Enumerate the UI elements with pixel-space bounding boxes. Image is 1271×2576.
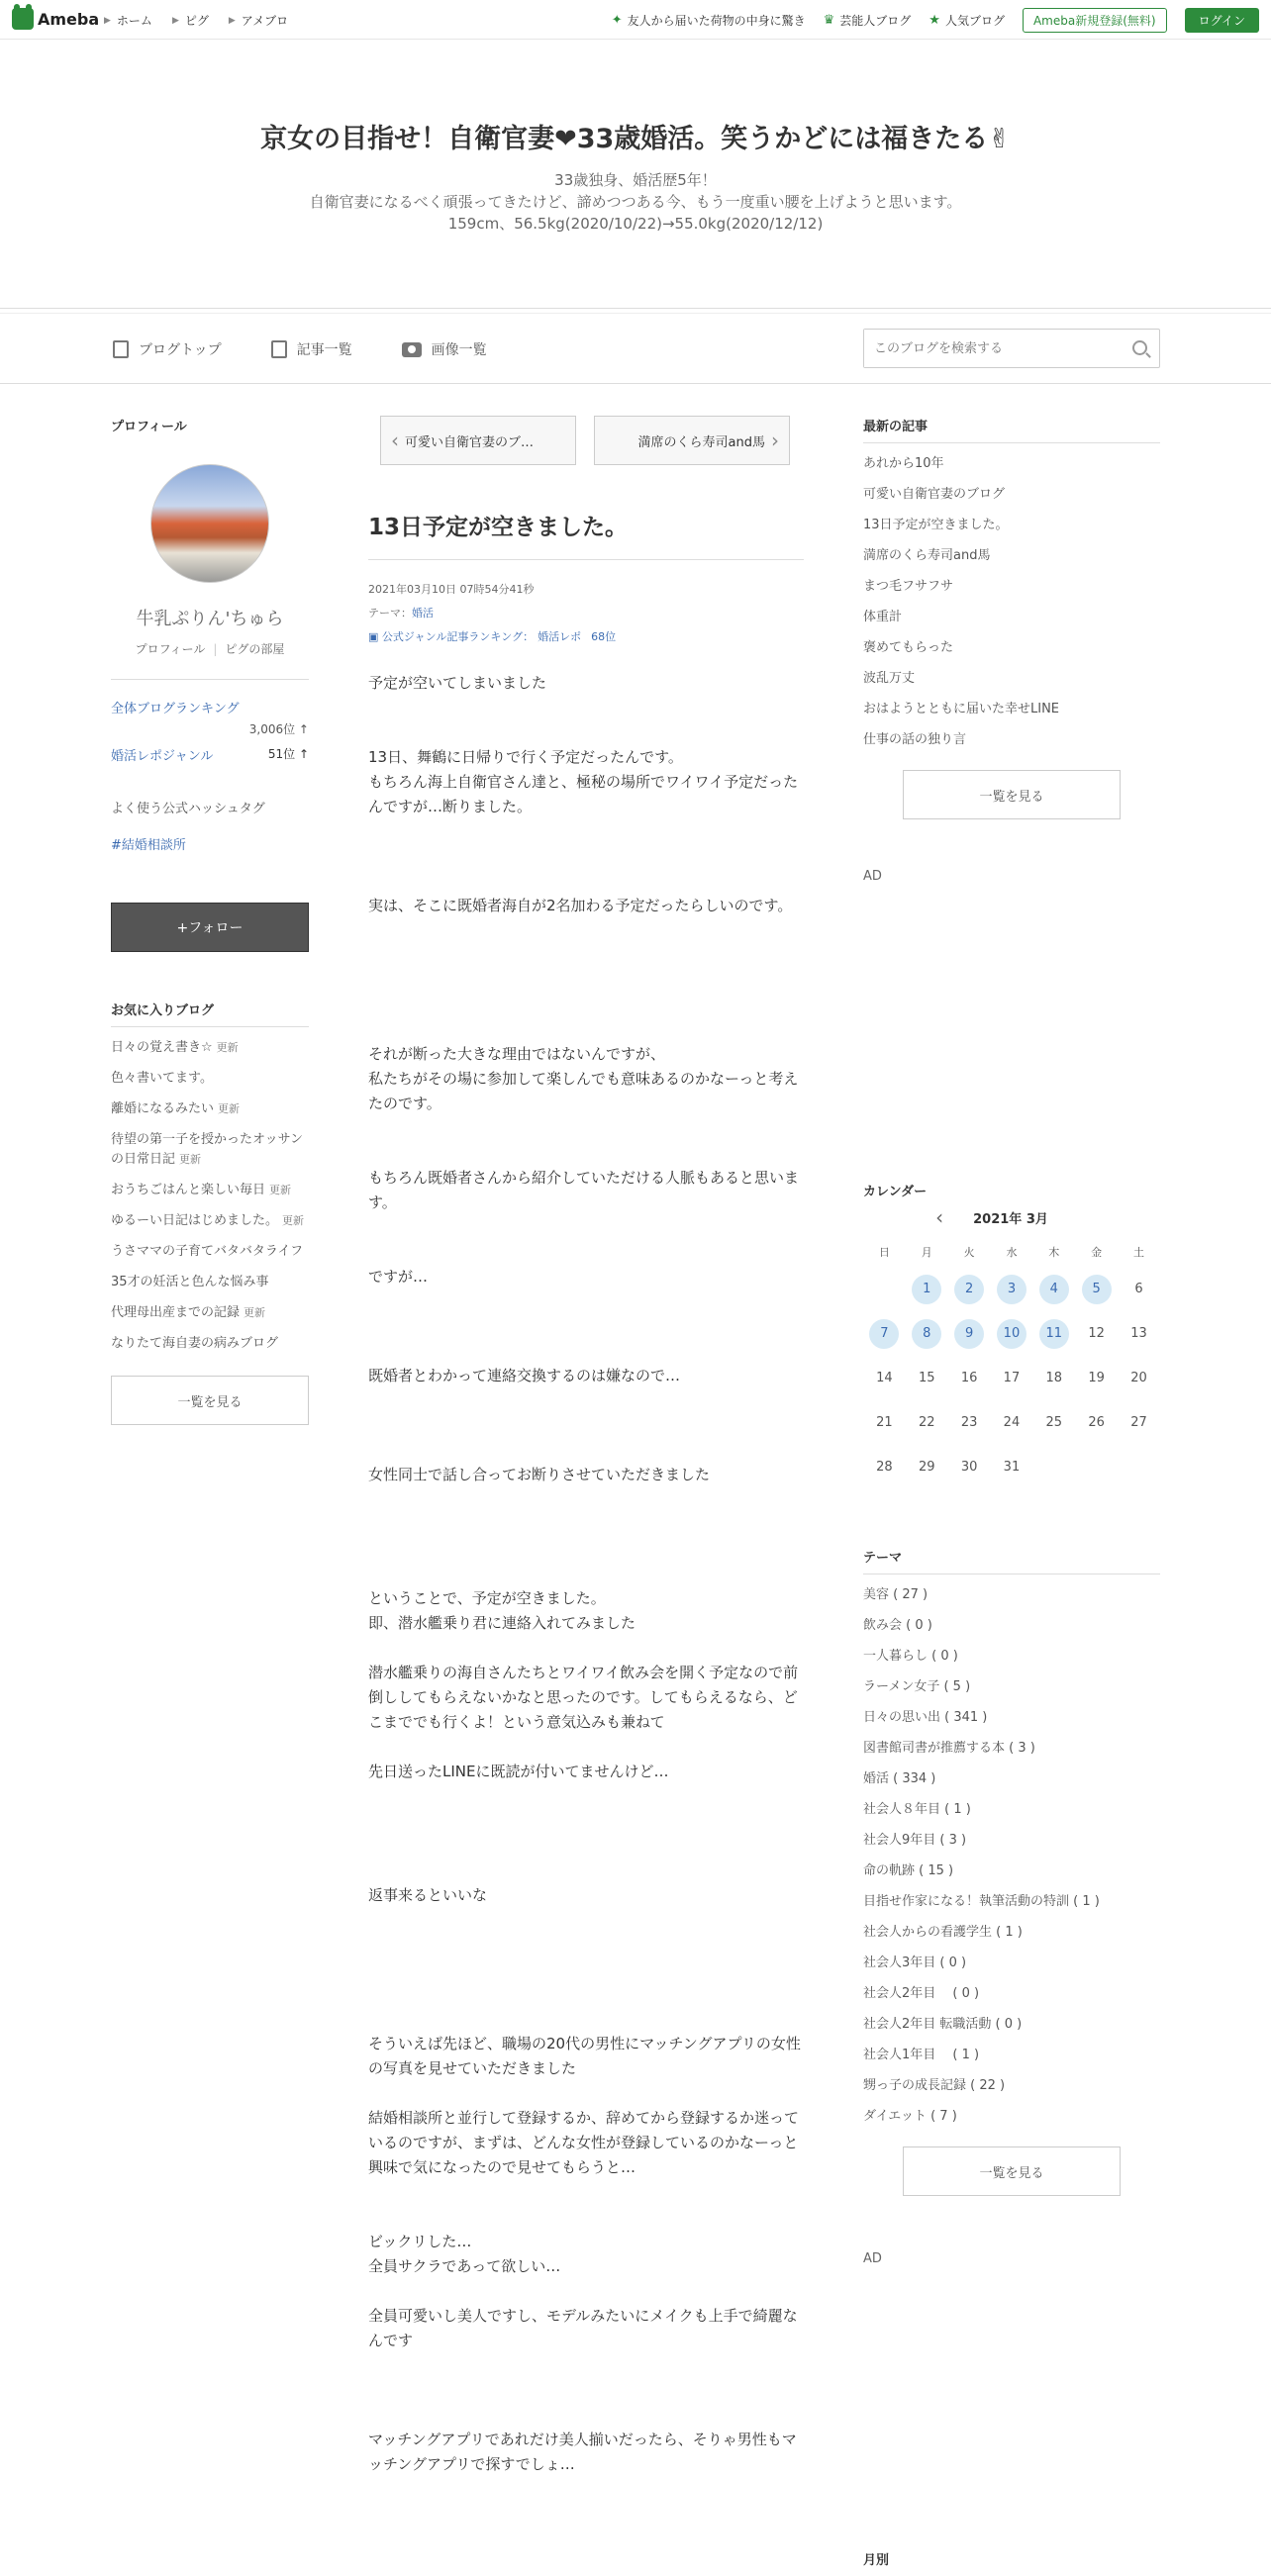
theme-item[interactable]: 甥っ子の成長記録 ( 22 ) [863,2078,1006,2093]
favorite-blog-item[interactable] [111,1099,309,1119]
calendar-day: 23 [960,1414,978,1430]
entry-paragraph [368,968,804,993]
calendar-cell [1118,1267,1160,1311]
entry-ranking[interactable] [368,625,804,649]
calendar-weekday: 土 [1133,1246,1145,1259]
top-nav-label: アメブロ [241,14,289,28]
ranking-label: 婚活レポジャンル [111,749,214,764]
favorite-blog-item[interactable] [111,1211,309,1231]
calendar-weekday: 火 [963,1246,975,1259]
entry-paragraph [368,1834,804,1859]
calendar-day: 17 [1003,1370,1021,1385]
calendar-day-link[interactable]: 9 [954,1319,984,1349]
subnav-blog-top[interactable] [113,339,222,359]
entry-paragraph [368,696,804,720]
entry-paragraph [368,2205,804,2230]
recent-entry-item[interactable]: 波乱万丈 [863,671,916,686]
ranking-label: 全体ブログランキング [111,702,240,716]
calendar-cell [991,1311,1033,1356]
blog-description-line: 自衛官妻になるべく頑張ってきたけど、諦めつつある今、もう一度重い腰を上げようと思います。 [309,193,962,211]
calendar-day-link[interactable]: 5 [1082,1275,1112,1304]
theme-item[interactable]: 飲み会 ( 0 ) [863,1618,932,1633]
search-icon[interactable] [1132,340,1147,355]
entry-paragraph: ということで、予定が空きました。 [368,1589,606,1607]
recent-entry-item[interactable]: 13日予定が空きました。 [863,518,1009,532]
updated-badge: 更新 [282,1214,305,1227]
theme-item[interactable]: 一人暮らし ( 0 ) [863,1649,958,1664]
blog-subnav [0,313,1271,384]
entry-theme [368,602,804,625]
divider: | [213,642,218,656]
entry-paragraph [368,1017,804,1042]
entry-paragraph: 結婚相談所と並行して登録するか、辞めてから登録するか迷っているのですが、まずは、どんな女性が登録しているのかなーっと興味で気になったので見せてもらうと… [368,2109,800,2176]
entry-paragraph [368,1636,804,1661]
entry-paragraph [368,1388,804,1413]
theme-item[interactable]: ラーメン女子 ( 5 ) [863,1679,971,1694]
chevron-right-icon: › [771,429,779,452]
subnav-entry-list[interactable] [271,339,352,359]
entry-paragraph [368,1562,804,1586]
ranking-genre[interactable] [111,745,309,764]
chevron-right-icon: ▶ [104,15,111,26]
crown-icon: ♛ [823,13,835,28]
calendar-day-link[interactable]: 4 [1039,1275,1069,1304]
theme-item[interactable]: 日々の思い出 ( 341 ) [863,1710,988,1725]
hashtag-label: よく使う公式ハッシュタグ [111,802,265,816]
top-nav-pigg[interactable] [172,12,209,29]
calendar-cell [948,1400,991,1445]
calendar-cell [1118,1400,1160,1445]
ad-label: AD [863,2251,882,2266]
calendar-cell [863,1445,906,1489]
calendar-cell [948,1267,991,1311]
entry-paragraph: 全員可愛いし美人ですし、モデルみたいにメイクも上手で綺麗なんです [368,2307,798,2349]
favorite-blog-item[interactable] [111,1181,309,1200]
calendar-weekday: 水 [1006,1246,1018,1259]
calendar-weekday: 月 [921,1246,932,1259]
recent-entry-item[interactable]: おはようとともに届いた幸せLINE [863,702,1060,716]
star-icon: ★ [929,13,940,28]
favorite-blog-name: 代理母出産までの記録 [111,1305,241,1320]
entry-paragraph: 女性同士で話し合ってお断りさせていただきました [368,1466,711,1483]
favorite-blog-name: 日々の覚え書き☆ [111,1040,213,1055]
favorite-blog-item[interactable] [111,1242,309,1262]
calendar-cell [863,1311,906,1356]
calendar-cell [991,1400,1033,1445]
entry-paragraph [368,1784,804,1809]
favorite-blog-name: 離婚になるみたい [111,1101,215,1116]
calendar-cell [1075,1445,1118,1489]
calendar-day-link[interactable]: 7 [869,1319,899,1349]
entry-paragraph: 潜水艦乗りの海自さんたちとワイワイ飲み会を開く予定なので前倒ししてもらえないかなと思ったのです。してもらえるなら、どこまででも行くよ！という意気込みも兼ねて [368,1664,799,1731]
favorite-blog-item[interactable] [111,1038,309,1058]
favorites-more-button[interactable]: 一覧を見る [111,1376,309,1425]
theme-list [863,1585,1160,2127]
document-icon [113,340,129,358]
entry-paragraph: マッチングアプリであれだけ美人揃いだったら、そりゃ男性もマッチングアプリで探すでしょ… [368,2431,797,2473]
updated-badge: 更新 [218,1102,241,1115]
entry-paragraph: もちろん海上自衛官さん達と、極秘の場所でワイワイ予定だったんですが…断りました。 [368,773,799,815]
top-link-label: 芸能人ブログ [839,14,912,28]
profile-nickname[interactable]: 牛乳ぷりん'ちゅら [136,609,284,629]
entry-paragraph: 即、潜水艦乗り君に連絡入れてみました [368,1614,636,1632]
entry-paragraph: 予定が空いてしまいました [368,674,547,692]
entry-paragraph [368,1339,804,1364]
recent-more-button[interactable]: 一覧を見る [903,770,1121,819]
top-link-label: 友人から届いた荷物の中身に驚き [627,14,806,28]
blog-description [0,169,1271,235]
recent-entry-item[interactable]: まつ毛フサフサ [863,579,954,594]
recent-list [863,454,1160,750]
entry-paragraph: 実は、そこに既婚者海自が2名加わる予定だったらしいのです。 [368,897,793,914]
entry-paragraph [368,1413,804,1438]
entry-paragraph: 全員サクラであって欲しい… [368,2257,561,2275]
chevron-right-icon: ▶ [171,15,179,26]
entry-paragraph [368,819,804,844]
calendar-day: 21 [876,1414,893,1430]
profile-link[interactable]: プロフィール [135,642,206,656]
calendar-cell [906,1445,948,1489]
chevron-right-icon: ▶ [228,15,236,26]
logo-text: Ameba [38,9,100,29]
theme-item[interactable]: 目指せ作家になる！執筆活動の特訓 ( 1 ) [863,1894,1100,1909]
entry-paragraph [368,2279,804,2304]
favorites-heading: お気に入りブログ [111,1000,309,1027]
subnav-label: 記事一覧 [296,342,352,358]
entry-paragraph: そういえば先ほど、職場の20代の男性にマッチングアプリの女性の写真を見せていただきました [368,2035,801,2077]
theme-label: テーマ： [368,607,412,620]
blog-title[interactable]: 京女の目指せ！自衛官妻❤︎33歳婚活。笑うかどには福きたる✌︎ [260,124,1011,154]
ad-label: AD [863,869,882,884]
calendar-day-link[interactable]: 11 [1039,1319,1069,1349]
calendar-day: 15 [918,1370,935,1385]
calendar-cell [1075,1400,1118,1445]
entry-paragraph: ビックリした… [368,2233,472,2250]
theme-item[interactable]: 社会人1年目 ( 1 ) [863,2048,980,2062]
entry-paragraph [368,2403,804,2428]
calendar-cell [1118,1356,1160,1400]
entry-paragraph [368,1933,804,1957]
calendar-day: 28 [876,1459,893,1475]
calendar-cell [1032,1356,1075,1400]
calendar-week [863,1311,1160,1356]
theme-item[interactable]: 社会人からの看護学生 ( 1 ) [863,1925,1023,1940]
ameba-logo-icon [12,8,34,30]
favorite-blog-item[interactable] [111,1130,309,1170]
entry-paragraph [368,1982,804,2007]
recent-entry-item[interactable]: 仕事の話の独り言 [863,732,967,747]
calendar-cell [991,1356,1033,1400]
theme-item[interactable]: 命の軌跡 ( 15 ) [863,1863,954,1878]
blog-description-line: 33歳独身、婚活歴5年！ [554,171,717,189]
entry-paragraph [368,1908,804,1933]
top-nav-home[interactable] [104,12,152,29]
copy-icon [271,340,287,358]
archive-heading: 月別 [863,2553,890,2568]
subnav-label: 画像一覧 [431,342,487,358]
recent-entry-item[interactable]: 可愛い自衛官妻のブログ [863,487,1006,502]
calendar-weekday: 木 [1048,1246,1060,1259]
profile-heading: プロフィール [111,420,187,434]
calendar-heading: カレンダー [863,1185,928,1199]
top-link-celebrity[interactable] [824,12,912,29]
calendar-cell [1032,1267,1075,1311]
calendar-day: 6 [1134,1281,1143,1296]
calendar-cell [1032,1311,1075,1356]
sparkle-icon: ✦ [611,13,623,28]
theme-item[interactable]: 図書館司書が推薦する本 ( 3 ) [863,1741,1035,1756]
entry-paragraph [368,2007,804,2032]
calendar-cell [906,1267,948,1311]
updated-badge: 更新 [244,1306,266,1319]
theme-item[interactable]: ダイエット ( 7 ) [863,2109,957,2124]
entry-date: 2021年03月10日 07時54分41秒 [368,583,535,596]
calendar-weekday: 日 [878,1246,890,1259]
calendar-day-link[interactable]: 2 [954,1275,984,1304]
blog-description-line: 159cm、56.5kg(2020/10/22)→55.0kg(2020/12/12) [447,215,824,233]
calendar-prev-icon[interactable]: ‹ [935,1205,944,1229]
updated-badge: 更新 [269,1184,292,1196]
subnav-image-list[interactable] [402,339,487,359]
calendar-cell [1075,1267,1118,1311]
top-right [612,8,1259,33]
ranking-value: 51位 ↑ [267,747,309,761]
entry-paragraph [368,2081,804,2106]
recent-heading: 最新の記事 [863,416,1160,443]
entry-paragraph [368,844,804,869]
favorites-list [111,1038,309,1354]
entry-paragraph [368,918,804,943]
calendar-day: 22 [918,1414,935,1430]
entry-paragraph [368,993,804,1017]
next-entry-title: 満席のくら寿司and馬 [637,434,765,450]
subnav-label: ブログトップ [139,342,222,358]
calendar-weekday: 金 [1091,1246,1103,1259]
top-nav-ameblo[interactable] [229,12,288,29]
calendar-day: 16 [960,1370,978,1385]
register-button[interactable]: Ameba新規登録(無料) [1023,8,1167,33]
calendar-cell [1118,1311,1160,1356]
entry-body [368,671,804,2477]
entry-paragraph [368,1735,804,1760]
calendar-cell [1032,1445,1075,1489]
entry-paragraph: ですが… [368,1268,429,1286]
calendar-day: 26 [1088,1414,1105,1430]
ranking-rank: 68位 [591,630,617,643]
favorite-blog-name: うさママの子育てバタバタライフ [111,1244,304,1259]
calendar-day: 14 [876,1370,893,1385]
entry-paragraph [368,943,804,968]
calendar-day: 31 [1003,1459,1021,1475]
recent-entry-item[interactable]: あれから10年 [863,456,944,471]
entry-paragraph [368,2378,804,2403]
prev-entry-button[interactable] [380,416,576,465]
theme-item[interactable]: 社会人2年目 転職活動 ( 0 ) [863,2017,1023,2032]
calendar-week [863,1400,1160,1445]
chevron-left-icon: ‹ [391,429,399,452]
search-input[interactable] [864,330,1112,367]
calendar-cell [948,1445,991,1489]
favorite-blog-item[interactable] [111,1069,309,1089]
top-link-popular[interactable] [929,12,1005,29]
prev-entry-title: 可愛い自衛官妻のブ… [405,434,535,450]
top-link-news[interactable] [612,12,806,29]
entry-paragraph [368,1141,804,1166]
entry-title[interactable]: 13日予定が空きました。 [368,509,804,560]
entry-paragraph [368,1240,804,1265]
calendar-day-link[interactable]: 8 [912,1319,941,1349]
calendar-header [863,1205,1160,1229]
follow-button[interactable]: +フォロー [111,903,309,952]
entry-paragraph [368,1314,804,1339]
favorite-blog-name: 色々書いてます。 [111,1071,213,1086]
entry-paragraph: 私たちがその場に参加して楽しんでも意味あるのかなーっと考えたのです。 [368,1070,799,1112]
entry-paragraph: 13日、舞鶴に日帰りで行く予定だったんです。 [368,748,683,766]
calendar-cell [906,1356,948,1400]
theme-more-button[interactable]: 一覧を見る [903,2147,1121,2196]
calendar-cell [1075,1356,1118,1400]
calendar-day: 20 [1130,1370,1147,1385]
entry-meta [368,578,804,649]
theme-item[interactable]: 美容 ( 27 ) [863,1587,929,1602]
profile-links [111,640,309,657]
calendar-week [863,1267,1160,1311]
entry-paragraph: 返事来るといいな [368,1886,488,1904]
theme-item[interactable]: 社会人2年目 ( 0 ) [863,1986,980,2001]
entry-paragraph: それが断った大きな理由ではないんですが、 [368,1045,666,1063]
favorite-blog-item[interactable] [111,1273,309,1292]
calendar-week [863,1445,1160,1489]
ranking-label: 公式ジャンル記事ランキング： [381,630,535,643]
top-nav-label: ホーム [116,14,152,28]
calendar-cell [1075,1311,1118,1356]
ranking-genre: 婚活レポ [538,630,582,643]
theme-item[interactable]: 社会人８年目 ( 1 ) [863,1802,971,1817]
entry-paragraph [368,720,804,745]
theme-link[interactable]: 婚活 [412,607,434,620]
main-content [368,416,804,2477]
entry-paragraph [368,1957,804,1982]
entry-paragraph [368,869,804,894]
theme-item[interactable]: 社会人9年目 ( 3 ) [863,1833,967,1848]
favorite-blog-item[interactable] [111,1303,309,1323]
entry-paragraph [368,1116,804,1141]
top-bar [0,0,1271,40]
theme-heading: テーマ [863,1547,1160,1574]
calendar-day: 24 [1003,1414,1021,1430]
entry-paragraph [368,1215,804,1240]
calendar-cell [991,1445,1033,1489]
right-sidebar [863,416,1160,2576]
calendar-cell [863,1400,906,1445]
calendar-day-link[interactable]: 3 [997,1275,1027,1304]
calendar-day: 13 [1130,1325,1147,1341]
entry-paragraph [368,1859,804,1883]
entry-paragraph: 先日送ったLINEに既読が付いてませんけど… [368,1763,669,1780]
entry-paragraph [368,1809,804,1834]
calendar-cell [906,1311,948,1356]
calendar-cell [863,1356,906,1400]
pigg-room-link[interactable]: ピグの部屋 [225,642,285,656]
favorite-blog-name: 35才の妊活と色んな悩み事 [111,1275,269,1289]
calendar-cell [948,1311,991,1356]
calendar-day: 18 [1045,1370,1063,1385]
favorite-blog-name: おうちごはんと楽しい毎日 [111,1183,266,1197]
favorite-blog-name: 待望の第一子を授かったオッサンの日常日記 [111,1132,303,1167]
recent-entry-item[interactable]: 褒めてもらった [863,640,954,655]
favorite-blog-item[interactable] [111,1334,309,1354]
entry-pager [380,416,804,465]
top-nav-label: ピグ [184,14,209,28]
recent-entry-item[interactable]: 体重計 [863,610,903,624]
entry-paragraph [368,1512,804,1537]
next-entry-button[interactable] [594,416,790,465]
calendar-cell [948,1356,991,1400]
entry-paragraph [368,1289,804,1314]
calendar-cell [863,1267,906,1311]
calendar-day-link[interactable]: 1 [912,1275,941,1304]
ranking-icon: ▣ [368,630,379,643]
calendar-cell [1118,1445,1160,1489]
login-button[interactable]: ログイン [1185,8,1259,33]
calendar-day: 19 [1088,1370,1105,1385]
ranking-value: 3,006位 ↑ [248,722,309,736]
entry-paragraph: 既婚者とわかって連絡交換するのは嫌なので… [368,1367,681,1384]
theme-item[interactable]: 婚活 ( 334 ) [863,1771,936,1786]
recent-entry-item[interactable]: 満席のくら寿司and馬 [863,548,991,563]
avatar[interactable] [150,464,269,583]
ranking-overall[interactable] [111,698,309,737]
favorite-blog-name: なりたて海自妻の病みブログ [111,1336,279,1351]
updated-badge: 更新 [216,1041,239,1054]
calendar-cell [1032,1400,1075,1445]
left-sidebar [111,416,309,1425]
calendar-cell [906,1400,948,1445]
calendar [863,1237,1160,1489]
calendar-week [863,1356,1160,1400]
entry-paragraph [368,2180,804,2205]
calendar-day: 29 [918,1459,935,1475]
entry-paragraph [368,1537,804,1562]
calendar-day: 25 [1045,1414,1063,1430]
calendar-month: 2021年 3月 [973,1211,1048,1227]
entry-paragraph [368,1487,804,1512]
updated-badge: 更新 [179,1153,202,1166]
top-nav [104,12,288,29]
blog-search [863,329,1160,368]
top-link-label: 人気ブログ [944,14,1005,28]
calendar-day: 12 [1088,1325,1105,1341]
calendar-cell [991,1267,1033,1311]
blog-header [0,40,1271,309]
theme-item[interactable]: 社会人3年目 ( 0 ) [863,1956,967,1970]
calendar-day-link[interactable]: 10 [997,1319,1027,1349]
favorite-blog-name: ゆるーい日記はじめました。 [111,1213,279,1228]
ameba-logo[interactable] [12,8,99,30]
camera-icon [402,342,422,357]
calendar-day: 30 [960,1459,978,1475]
hashtag-link[interactable]: #結婚相談所 [111,838,186,853]
entry-paragraph [368,1438,804,1463]
entry-paragraph: もちろん既婚者さんから紹介していただける人脈もあると思います。 [368,1169,800,1211]
ranking-block [111,679,309,764]
calendar-day: 27 [1130,1414,1147,1430]
entry-paragraph [368,2353,804,2378]
